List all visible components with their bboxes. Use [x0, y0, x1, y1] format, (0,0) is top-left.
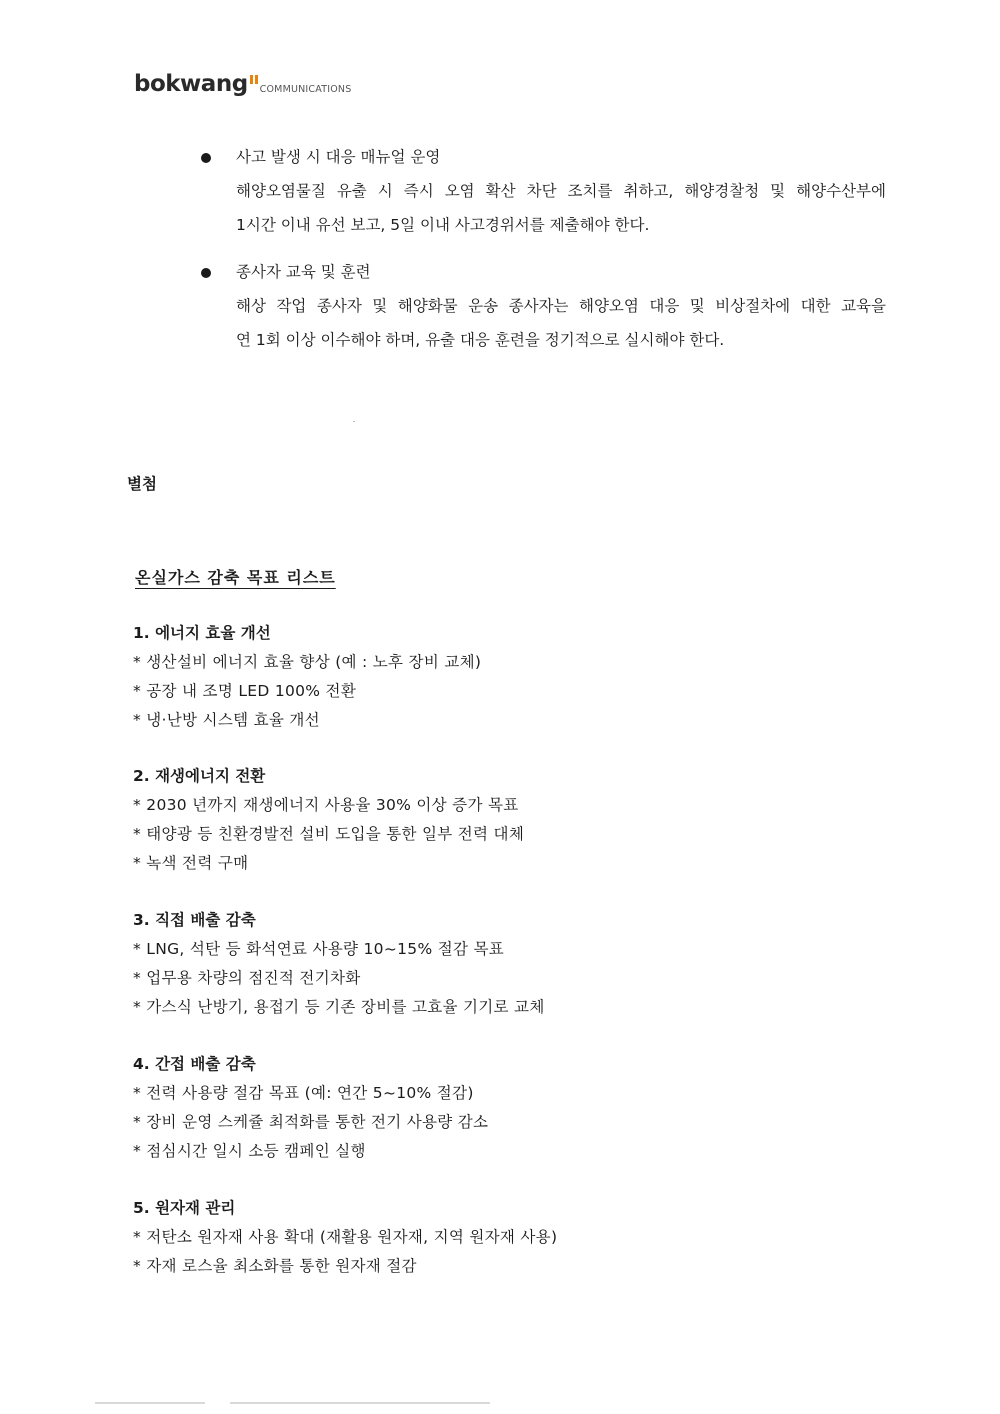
- bullet-dot-icon: [201, 153, 211, 163]
- bullet-text-line: 해양오염물질 유출 시 즉시 오염 확산 차단 조치를 취하고, 해양경찰청 및 해양수산부에: [236, 182, 886, 200]
- list-item: * 점심시간 일시 소등 캠페인 실행: [133, 1142, 366, 1160]
- list-item: * 녹색 전력 구매: [133, 854, 249, 872]
- company-logo: [134, 73, 351, 96]
- list-item: * 2030 년까지 재생에너지 사용율 30% 이상 증가 목표: [133, 796, 519, 814]
- list-item: * 공장 내 조명 LED 100% 전환: [133, 682, 357, 700]
- section-energy-efficiency: [133, 622, 481, 738]
- section-title: 2. 재생에너지 전환: [133, 767, 266, 785]
- scan-speck: [353, 421, 355, 422]
- section-renewable-energy: [133, 765, 524, 881]
- list-item: * 전력 사용량 절감 목표 (예: 연간 5~10% 절감): [133, 1084, 474, 1102]
- section-title: 3. 직접 배출 감축: [133, 911, 256, 929]
- list-title: 온실가스 감축 목표 리스트: [135, 568, 336, 587]
- annex-title: 별첨: [127, 475, 157, 493]
- logo-wordmark: bokwang: [134, 71, 248, 97]
- section-direct-emissions: [133, 909, 545, 1025]
- list-item: * 자재 로스율 최소화를 통한 원자재 절감: [133, 1257, 417, 1275]
- logo-subtitle: COMMUNICATIONS: [259, 83, 352, 95]
- section-title: 4. 간접 배출 감축: [133, 1055, 256, 1073]
- scan-artifact-line: [230, 1402, 490, 1404]
- bullet-text-line: 1시간 이내 유선 보고, 5일 이내 사고경위서를 제출해야 한다.: [236, 216, 650, 234]
- section-title: 1. 에너지 효율 개선: [133, 624, 271, 642]
- bullet-text-line: 연 1회 이상 이수해야 하며, 유출 대응 훈련을 정기적으로 실시해야 한다.: [236, 331, 725, 349]
- scan-artifact-line: [95, 1402, 205, 1404]
- list-item: * 저탄소 원자재 사용 확대 (재활용 원자재, 지역 원자재 사용): [133, 1228, 558, 1246]
- list-item: * 장비 운영 스케쥴 최적화를 통한 전기 사용량 감소: [133, 1113, 489, 1131]
- list-item: * LNG, 석탄 등 화석연료 사용량 10~15% 절감 목표: [133, 940, 505, 958]
- bullet-title: 종사자 교육 및 훈련: [236, 263, 371, 281]
- bullet-text-line: 해상 작업 종사자 및 해양화물 운송 종사자는 해양오염 대응 및 비상절차에 대한 교육을: [236, 297, 886, 315]
- list-item: * 태양광 등 친환경발전 설비 도입을 통한 일부 전력 대체: [133, 825, 525, 843]
- list-item: * 생산설비 에너지 효율 향상 (예 : 노후 장비 교체): [133, 653, 482, 671]
- bullet-title: 사고 발생 시 대응 매뉴얼 운영: [236, 148, 441, 166]
- list-item: * 업무용 차량의 점진적 전기차화: [133, 969, 361, 987]
- logo-accent-icon: [250, 75, 258, 84]
- section-raw-materials: [133, 1197, 557, 1284]
- section-title: 5. 원자재 관리: [133, 1199, 236, 1217]
- bullet-dot-icon: [201, 268, 211, 278]
- list-item: * 냉·난방 시스템 효율 개선: [133, 711, 320, 729]
- list-item: * 가스식 난방기, 용접기 등 기존 장비를 고효율 기기로 교체: [133, 998, 545, 1016]
- section-indirect-emissions: [133, 1053, 488, 1169]
